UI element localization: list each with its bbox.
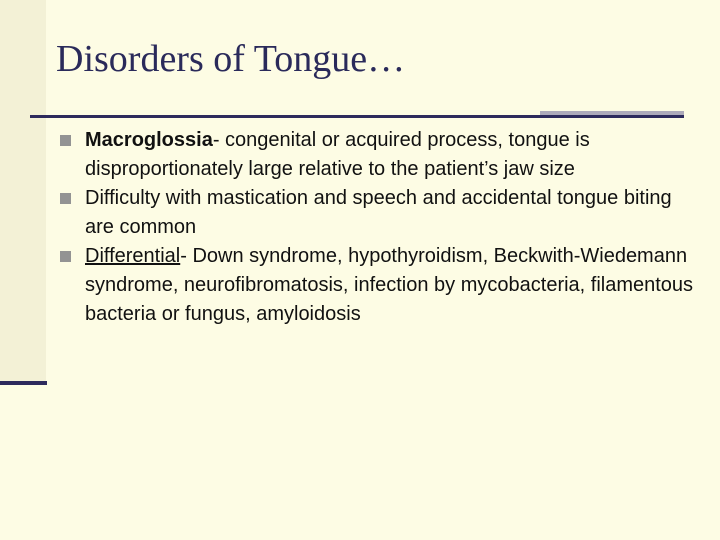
bullet-differential <box>60 242 700 329</box>
bullet-text: Difficulty with mastication and speech and accidental tongue biting are common <box>85 187 672 238</box>
left-decorative-band <box>0 0 46 382</box>
square-bullet-icon <box>60 251 71 262</box>
left-decorative-rule <box>0 381 47 385</box>
title-rule <box>30 115 684 118</box>
bullet-macroglossia <box>60 126 700 184</box>
bullet-term: Macroglossia <box>85 129 213 151</box>
bullet-difficulty <box>60 184 700 242</box>
square-bullet-icon <box>60 135 71 146</box>
bullet-text: - Down syndrome, hypothyroidism, Beckwith-Wiedemann syndrome, neurofibromatosis, infection by mycobacteria, filamentous bacteria or fungus, amyloidosis <box>85 245 694 325</box>
slide-title: Disorders of Tongue… <box>56 38 406 80</box>
square-bullet-icon <box>60 193 71 204</box>
bullet-list <box>60 126 700 329</box>
bullet-term: Differential <box>85 245 181 267</box>
bullet-text: - congenital or acquired process, tongue is disproportionately large relative to the patient’s jaw size <box>85 129 590 180</box>
